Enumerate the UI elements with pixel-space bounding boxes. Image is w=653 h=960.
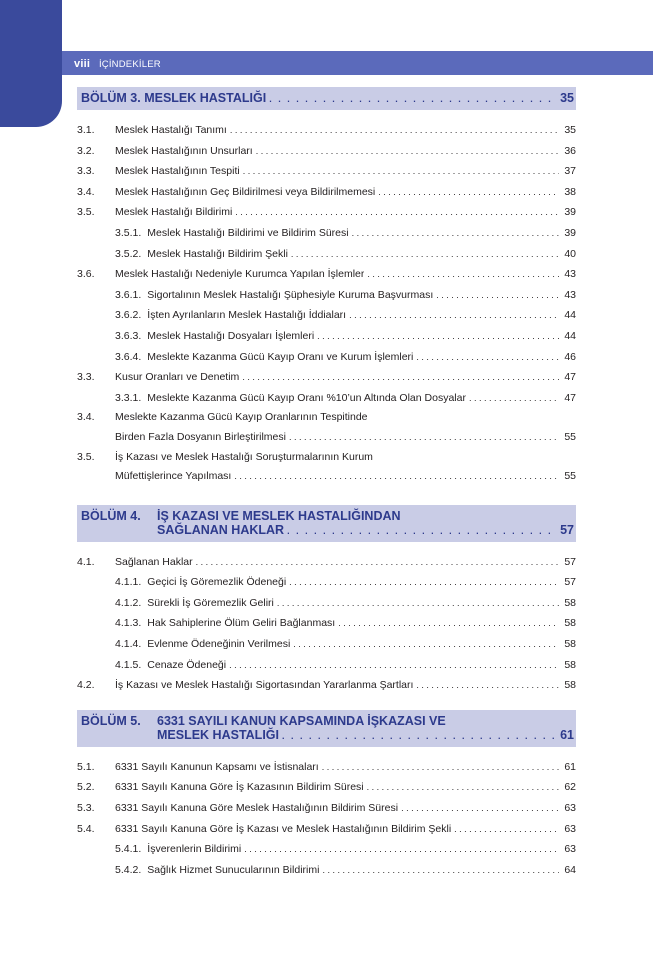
dot-leader xyxy=(436,285,559,306)
toc-entry[interactable] xyxy=(77,634,576,655)
entry-page: 47 xyxy=(564,371,576,384)
dot-leader xyxy=(322,757,559,778)
running-title: İÇİNDEKİLER xyxy=(98,59,161,70)
entry-number: 3.6.4. xyxy=(115,350,142,363)
entry-title: Meslek Hastalığı Dosyaları İşlemleri xyxy=(147,329,315,342)
toc-entry[interactable] xyxy=(77,244,576,265)
dot-leader xyxy=(401,798,559,819)
entry-page: 58 xyxy=(564,638,576,651)
toc-entry[interactable] xyxy=(77,613,576,634)
dot-leader xyxy=(229,655,559,676)
dot-leader xyxy=(349,305,559,326)
entry-title: Meslek Hastalığı Bildirim Şekli xyxy=(147,247,288,260)
toc-entry[interactable]: 3.4. Meslekte Kazanma Gücü Kayıp Oranlarının Tespitinde Birden Fazla Dosyanın Birleştirilmesi . . . 55 xyxy=(77,408,576,447)
toc-entry[interactable] xyxy=(77,860,576,881)
dot-leader xyxy=(416,675,559,696)
entry-page: 63 xyxy=(564,822,576,835)
entry-title: Meslek Hastalığı Bildirimi xyxy=(115,206,233,219)
chapter-title: 6331 SAYILI KANUN KAPSAMINDA İŞKAZASI VE xyxy=(157,713,446,728)
toc-entry[interactable] xyxy=(77,347,576,368)
entry-number: 5.4. xyxy=(77,822,95,835)
chapter-page: 35 xyxy=(560,91,574,105)
entry-number: 3.5.2. xyxy=(115,247,142,260)
toc-entry[interactable] xyxy=(77,798,576,819)
toc-entry[interactable] xyxy=(77,264,576,285)
chapter-title-cont: MESLEK HASTALIĞI xyxy=(157,727,279,742)
dot-leader xyxy=(243,161,559,182)
page-number: viii xyxy=(74,58,91,70)
entry-title: 6331 Sayılı Kanunun Kapsamı ve İstisnaları xyxy=(115,760,319,773)
dot-leader xyxy=(416,347,559,368)
dot-leader xyxy=(196,552,559,573)
entry-title: Sigortalının Meslek Hastalığı Şüphesiyle Kuruma Başvurması xyxy=(147,288,434,301)
entry-number: 4.2. xyxy=(77,679,95,692)
toc-entry[interactable] xyxy=(77,675,576,696)
entry-title: Meslek Hastalığının Tespiti xyxy=(115,165,240,178)
entry-number: 3.3. xyxy=(77,165,95,178)
chapter-title-cont: SAĞLANAN HAKLAR xyxy=(157,522,285,537)
entry-page: 47 xyxy=(564,391,576,404)
dot-leader xyxy=(317,326,559,347)
dot-leader xyxy=(256,141,559,162)
toc-entry[interactable] xyxy=(77,572,576,593)
entry-number: 3.4. xyxy=(77,185,95,198)
entry-title: Evlenme Ödeneğinin Verilmesi xyxy=(147,638,291,651)
entry-number: 3.6.3. xyxy=(115,329,142,342)
toc-entry[interactable] xyxy=(77,388,576,409)
chapter-number: BÖLÜM 5. xyxy=(81,713,141,728)
entry-page: 61 xyxy=(564,760,576,773)
entry-title: Sağlanan Haklar xyxy=(115,555,193,568)
entry-number: 5.3. xyxy=(77,802,95,815)
toc-entry[interactable]: 3.5. İş Kazası ve Meslek Hastalığı Soruşturmalarının Kurum Müfettişlerince Yapılması . . . 55 xyxy=(77,448,576,487)
entry-title: Cenaze Ödeneği xyxy=(147,658,227,671)
entry-number: 3.6.1. xyxy=(115,288,142,301)
entry-title: Sürekli İş Göremezlik Geliri xyxy=(147,596,274,609)
toc-entry[interactable] xyxy=(77,777,576,798)
dot-leader xyxy=(291,244,559,265)
entry-number: 4.1.3. xyxy=(115,617,142,630)
entry-page: 57 xyxy=(564,576,576,589)
chapter-3-section xyxy=(77,87,576,487)
dot-leader xyxy=(244,839,559,860)
chapter-page: 57 xyxy=(560,522,574,537)
entry-number: 3.3.1. xyxy=(115,391,142,404)
entry-page: 46 xyxy=(564,350,576,363)
toc-entry[interactable] xyxy=(77,367,576,388)
entry-number: 3.6.2. xyxy=(115,309,142,322)
chapter-5-heading[interactable] xyxy=(77,710,576,747)
entry-page: 58 xyxy=(564,679,576,692)
chapter-page: 61 xyxy=(560,727,574,742)
entry-number: 5.4.1. xyxy=(115,843,142,856)
entry-page: 43 xyxy=(564,288,576,301)
entry-title: İşverenlerin Bildirimi xyxy=(147,843,242,856)
entry-title: Geçici İş Göremezlik Ödeneği xyxy=(147,576,287,589)
toc-entry[interactable] xyxy=(77,223,576,244)
entry-title: Meslekte Kazanma Gücü Kayıp Oranı ve Kurum İşlemleri xyxy=(147,350,414,363)
entry-page: 58 xyxy=(564,596,576,609)
entry-title: 6331 Sayılı Kanuna Göre Meslek Hastalığının Bildirim Süresi xyxy=(115,802,399,815)
dot-leader xyxy=(378,182,559,203)
entry-page: 39 xyxy=(564,206,576,219)
dot-leader xyxy=(352,223,559,244)
dot-leader xyxy=(289,572,559,593)
toc-entry[interactable] xyxy=(77,285,576,306)
entry-page: 62 xyxy=(564,781,576,794)
entry-page: 40 xyxy=(564,247,576,260)
entry-title: Meslek Hastalığı Tanımı xyxy=(115,124,227,136)
table-of-contents xyxy=(77,87,576,894)
chapter-5-section xyxy=(77,710,576,881)
entry-number: 5.1. xyxy=(77,760,95,773)
entry-page: 57 xyxy=(564,555,576,568)
dot-leader xyxy=(293,634,559,655)
entry-title: İş Kazası ve Meslek Hastalığı Sigortasından Yararlanma Şartları xyxy=(115,679,414,692)
dot-leader xyxy=(242,367,559,388)
toc-entry[interactable] xyxy=(77,839,576,860)
entry-page: 38 xyxy=(564,185,576,198)
toc-entry[interactable] xyxy=(77,202,576,223)
toc-entry[interactable] xyxy=(77,120,576,141)
entry-number: 3.6. xyxy=(77,268,95,281)
chapter-4-heading[interactable] xyxy=(77,505,576,542)
entry-page: 44 xyxy=(564,329,576,342)
chapter-title: BÖLÜM 3. MESLEK HASTALIĞI xyxy=(81,91,267,105)
entry-page: 58 xyxy=(564,617,576,630)
entry-number: 4.1.2. xyxy=(115,596,142,609)
dot-leader xyxy=(367,777,559,798)
entry-page: 43 xyxy=(564,268,576,281)
toc-entry[interactable] xyxy=(77,552,576,573)
entry-number: 4.1.5. xyxy=(115,658,142,671)
toc-entry[interactable] xyxy=(77,326,576,347)
dot-leader xyxy=(367,264,559,285)
toc-entry[interactable] xyxy=(77,593,576,614)
chapter-number: BÖLÜM 4. xyxy=(81,508,141,523)
entry-number: 5.4.2. xyxy=(115,863,142,876)
dot-leader xyxy=(277,593,559,614)
entry-title: Sağlık Hizmet Sunucularının Bildirimi xyxy=(147,863,320,876)
entry-number: 3.2. xyxy=(77,144,95,157)
toc-entry[interactable] xyxy=(77,161,576,182)
dot-leader xyxy=(235,202,559,223)
entry-number: 5.2. xyxy=(77,781,95,794)
entry-title: Meslek Hastalığının Unsurları xyxy=(115,144,253,157)
entry-title: Meslekte Kazanma Gücü Kayıp Oranı %10’un Altında Olan Dosyalar xyxy=(147,391,466,404)
corner-decoration xyxy=(0,0,62,127)
entry-page: 35 xyxy=(564,124,576,136)
entry-page: 63 xyxy=(564,802,576,815)
entry-title: Meslek Hastalığının Geç Bildirilmesi veya Bildirilmemesi xyxy=(115,185,376,198)
dot-leader xyxy=(230,120,559,141)
entry-title: 6331 Sayılı Kanuna Göre İş Kazası ve Meslek Hastalığının Bildirim Şekli xyxy=(115,822,452,835)
entry-number: 4.1.4. xyxy=(115,638,142,651)
entry-number: 3.5.1. xyxy=(115,226,142,239)
dot-leader xyxy=(469,388,559,409)
dot-leader xyxy=(454,819,559,840)
entry-page: 64 xyxy=(564,863,576,876)
entry-title: İşten Ayrılanların Meslek Hastalığı İddiaları xyxy=(147,309,347,322)
entry-number: 3.5. xyxy=(77,206,95,219)
toc-entry[interactable] xyxy=(77,819,576,840)
toc-entry[interactable] xyxy=(77,757,576,778)
entry-title: Meslek Hastalığı Bildirimi ve Bildirim Süresi xyxy=(147,226,349,239)
entry-number: 4.1.1. xyxy=(115,576,142,589)
toc-entry[interactable] xyxy=(77,305,576,326)
entry-page: 37 xyxy=(564,165,576,178)
toc-entry[interactable] xyxy=(77,655,576,676)
entry-title: Kusur Oranları ve Denetim xyxy=(115,371,240,384)
entry-page: 39 xyxy=(564,226,576,239)
entry-title: Hak Sahiplerine Ölüm Geliri Bağlanması xyxy=(147,617,336,630)
dot-leader xyxy=(338,613,559,634)
chapter-title: İŞ KAZASI VE MESLEK HASTALIĞINDAN xyxy=(157,508,401,523)
dot-leader xyxy=(322,860,559,881)
entry-title: Meslek Hastalığı Nedeniyle Kurumca Yapılan İşlemler xyxy=(115,268,365,281)
chapter-3-heading[interactable] xyxy=(77,87,576,110)
entry-page: 44 xyxy=(564,309,576,322)
entry-page: 63 xyxy=(564,843,576,856)
chapter-4-section xyxy=(77,505,576,696)
toc-entry[interactable] xyxy=(77,141,576,162)
entry-number: 3.3. xyxy=(77,371,95,384)
running-header xyxy=(74,58,161,70)
entry-page: 36 xyxy=(564,144,576,157)
entry-title: 6331 Sayılı Kanuna Göre İş Kazasının Bildirim Süresi xyxy=(115,781,364,794)
toc-entry[interactable] xyxy=(77,182,576,203)
entry-page: 58 xyxy=(564,658,576,671)
entry-number: 4.1. xyxy=(77,555,95,568)
entry-number: 3.1. xyxy=(77,124,95,136)
